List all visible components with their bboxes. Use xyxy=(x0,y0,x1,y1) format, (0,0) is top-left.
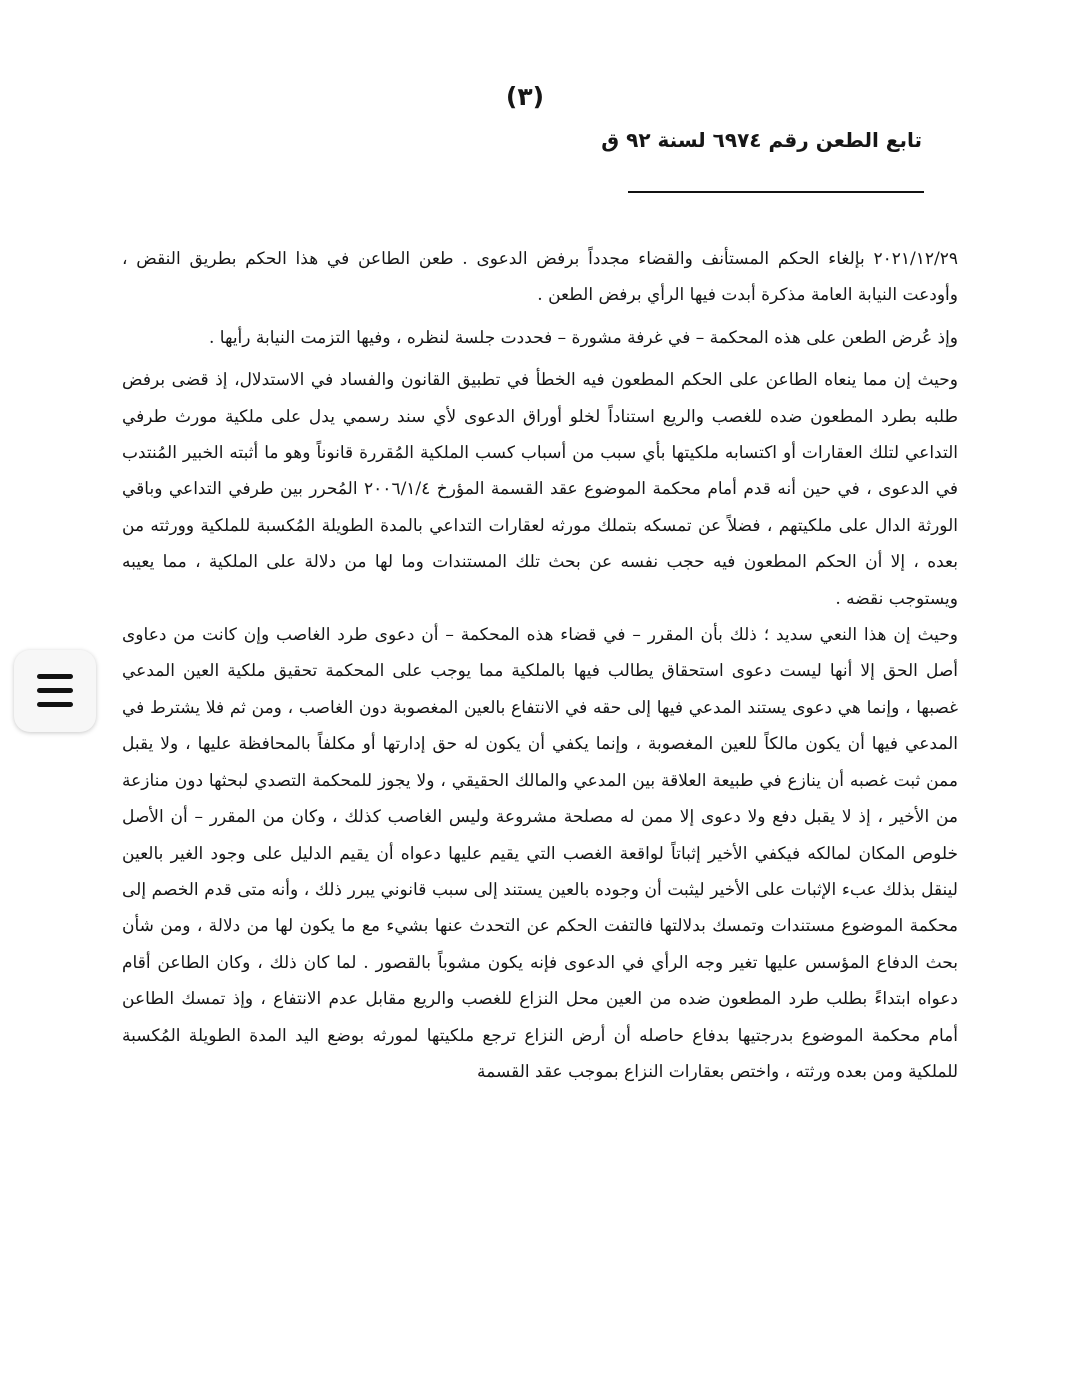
menu-icon-bar xyxy=(37,688,73,693)
judgment-body xyxy=(122,241,958,1090)
paragraph: وإذ عُرض الطعن على هذه المحكمة – في غرفة مشورة – فحددت جلسة لنظره ، وفيها التزمت النيابة رأيها . xyxy=(209,327,958,348)
menu-button[interactable] xyxy=(14,650,96,732)
case-header: تابع الطعن رقم ٦٩٧٤ لسنة ٩٢ ق xyxy=(601,128,922,152)
paragraph: وحيث إن مما ينعاه الطاعن على الحكم المطعون فيه الخطأ في تطبيق القانون والفساد في الاستدلال، إذ قضى برفض طلبه بطرد المطعون ضده للغصب والريع استناداً لخلو أوراق الدعوى لأي سند رسمي يدل على ملكية مورث طرفي التداعي لتلك العقارات أو اكتسابه ملكيتها بأي سبب من أسباب كسب الملكية المُقررة قانوناً وهو ما أثبته الخبير المُنتدب في الدعوى ، في حين أنه قدم أمام محكمة الموضوع عقد القسمة المؤرخ ٢٠٠٦/١/٤ المُحرر بين طرفي التداعي وباقي الورثة الدال على ملكيتهم ، فضلاً عن تمسكه بتملك مورثه لعقارات التداعي بالمدة الطويلة المُكسبة للملكية وورثته من بعده ، إلا أن الحكم المطعون فيه حجب نفسه عن بحث تلك المستندات وما لها من دلالة على الملكية ، مما يعيبه ويستوجب نقضه . xyxy=(122,370,958,609)
page-number: (٣) xyxy=(505,82,545,111)
menu-icon-bar xyxy=(37,674,73,679)
header-divider xyxy=(628,191,924,193)
paragraph: ٢٠٢١/١٢/٢٩ بإلغاء الحكم المستأنف والقضاء مجدداً برفض الدعوى . طعن الطاعن في هذا الحكم بطريق النقض ، وأودعت النيابة العامة مذكرة أبدت فيها الرأي برفض الطعن . xyxy=(122,249,958,306)
paragraph: وحيث إن هذا النعي سديد ؛ ذلك بأن المقرر – في قضاء هذه المحكمة – أن دعوى طرد الغاصب وإن كانت من دعاوى أصل الحق إلا أنها ليست دعوى استحقاق يطالب فيها بالملكية مما يوجب على المحكمة تحقيق ملكية العين المدعي غصبها ، وإنما هي دعوى يستند المدعي فيها إلى حقه في الانتفاع بالعين المغصوبة دون الغاصب ، ومن ثم فلا يشترط في المدعي فيها أن يكون مالكاً للعين المغصوبة ، وإنما يكفي أن يكون له حق إدارتها أو مكلفاً بالمحافظة عليها ، ولا يقبل ممن ثبت غصبه أن ينازع في طبيعة العلاقة بين المدعي والمالك الحقيقي ، ولا يجوز للمحكمة التصدي لبحثها دون منازعة من الأخير ، إذ لا يقبل دفع ولا دعوى إلا ممن له مصلحة مشروعة وليس الغاصب كذلك ، وكان من المقرر – أن الأصل خلوص المكان لمالكه فيكفي الأخير إثباتاً لواقعة الغصب التي يقيم عليها دعواه أن يقيم الدليل على وجود الغير بالعين لينقل بذلك عبء الإثبات على الأخير ليثبت أن وجوده بالعين يستند إلى سبب قانوني يبرر ذلك ، وأنه متى قدم الخصم إلى محكمة الموضوع مستندات وتمسك بدلالتها فالتفت الحكم عن التحدث عنها بشيء مع ما يكون لها من دلالة ، ومن شأن بحث الدفاع المؤسس عليها تغير وجه الرأي في الدعوى فإنه يكون مشوباً بالقصور . لما كان ذلك ، وكان الطاعن أقام دعواه ابتداءً بطلب طرد المطعون ضده من العين محل النزاع للغصب والريع مقابل عدم الانتفاع ، وإذ تمسك الطاعن أمام محكمة الموضوع بدرجتيها بدفاع حاصله أن أرض النزاع ترجع ملكيتها لمورثه بوضع اليد المدة الطويلة المُكسبة للملكية ومن بعده ورثته ، واختص بعقارات النزاع بموجب عقد القسمة xyxy=(122,625,958,1082)
menu-icon-bar xyxy=(37,702,73,707)
